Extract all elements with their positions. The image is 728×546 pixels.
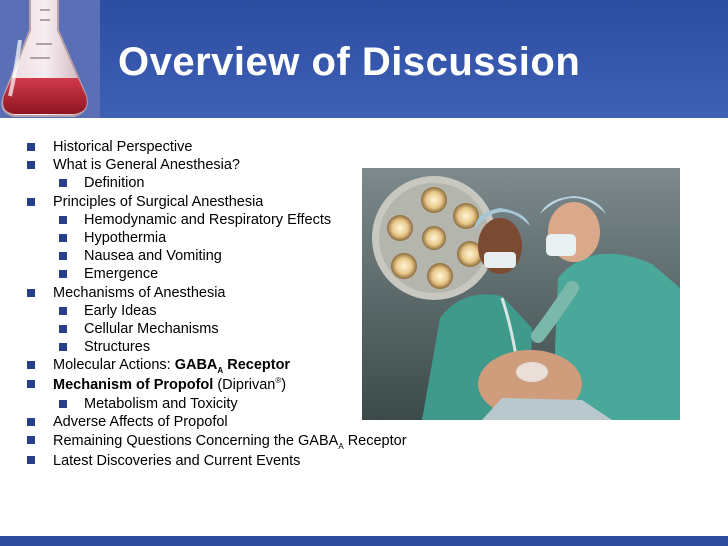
bullet-item: Mechanism of Propofol (Diprivan®) bbox=[26, 375, 466, 395]
bullet-square-icon bbox=[27, 456, 35, 464]
laboratory-flask-icon bbox=[0, 0, 100, 118]
sub-bullet-item: Definition bbox=[26, 174, 466, 192]
bullet-square-icon bbox=[27, 380, 35, 388]
bullet-square-icon bbox=[59, 252, 67, 260]
bullet-square-icon bbox=[27, 161, 35, 169]
bullet-square-icon bbox=[59, 270, 67, 278]
sub-bullet-item: Hemodynamic and Respiratory Effects bbox=[26, 211, 466, 229]
sub-bullet-item: Cellular Mechanisms bbox=[26, 320, 466, 338]
footer-bar bbox=[0, 536, 728, 546]
bullet-square-icon bbox=[59, 325, 67, 333]
sub-bullet-item: Early Ideas bbox=[26, 302, 466, 320]
sub-bullet-item: Structures bbox=[26, 338, 466, 356]
bullet-item: Remaining Questions Concerning the $GABA_A$ Receptor bbox=[26, 431, 466, 451]
bullet-item: Historical Perspective bbox=[26, 138, 466, 156]
bullet-square-icon bbox=[59, 400, 67, 408]
bullet-square-icon bbox=[59, 343, 67, 351]
bullet-item: Adverse Affects of Propofol bbox=[26, 413, 466, 431]
bullet-square-icon bbox=[59, 307, 67, 315]
title-banner bbox=[0, 0, 728, 118]
bullet-square-icon bbox=[27, 361, 35, 369]
bullet-square-icon bbox=[59, 216, 67, 224]
sub-bullet-item: Nausea and Vomiting bbox=[26, 247, 466, 265]
sub-bullet-item: Emergence bbox=[26, 265, 466, 283]
bullet-item: Mechanisms of Anesthesia bbox=[26, 284, 466, 302]
bullet-square-icon bbox=[27, 198, 35, 206]
bullet-square-icon bbox=[59, 179, 67, 187]
bullet-square-icon bbox=[59, 234, 67, 242]
sub-bullet-item: Hypothermia bbox=[26, 229, 466, 247]
bullet-item: Molecular Actions: $GABA_A$ Receptor bbox=[26, 356, 466, 374]
bullet-square-icon bbox=[27, 289, 35, 297]
slide-title: Overview of Discussion bbox=[118, 40, 581, 84]
bullet-item: What is General Anesthesia? bbox=[26, 156, 466, 174]
bullet-square-icon bbox=[27, 143, 35, 151]
bullet-item: Principles of Surgical Anesthesia bbox=[26, 193, 466, 211]
bullet-item: Latest Discoveries and Current Events bbox=[26, 451, 466, 471]
bullet-square-icon bbox=[27, 418, 35, 426]
sub-bullet-item: Metabolism and Toxicity bbox=[26, 395, 466, 413]
bullet-square-icon bbox=[27, 436, 35, 444]
operating-room-photo bbox=[362, 168, 680, 420]
